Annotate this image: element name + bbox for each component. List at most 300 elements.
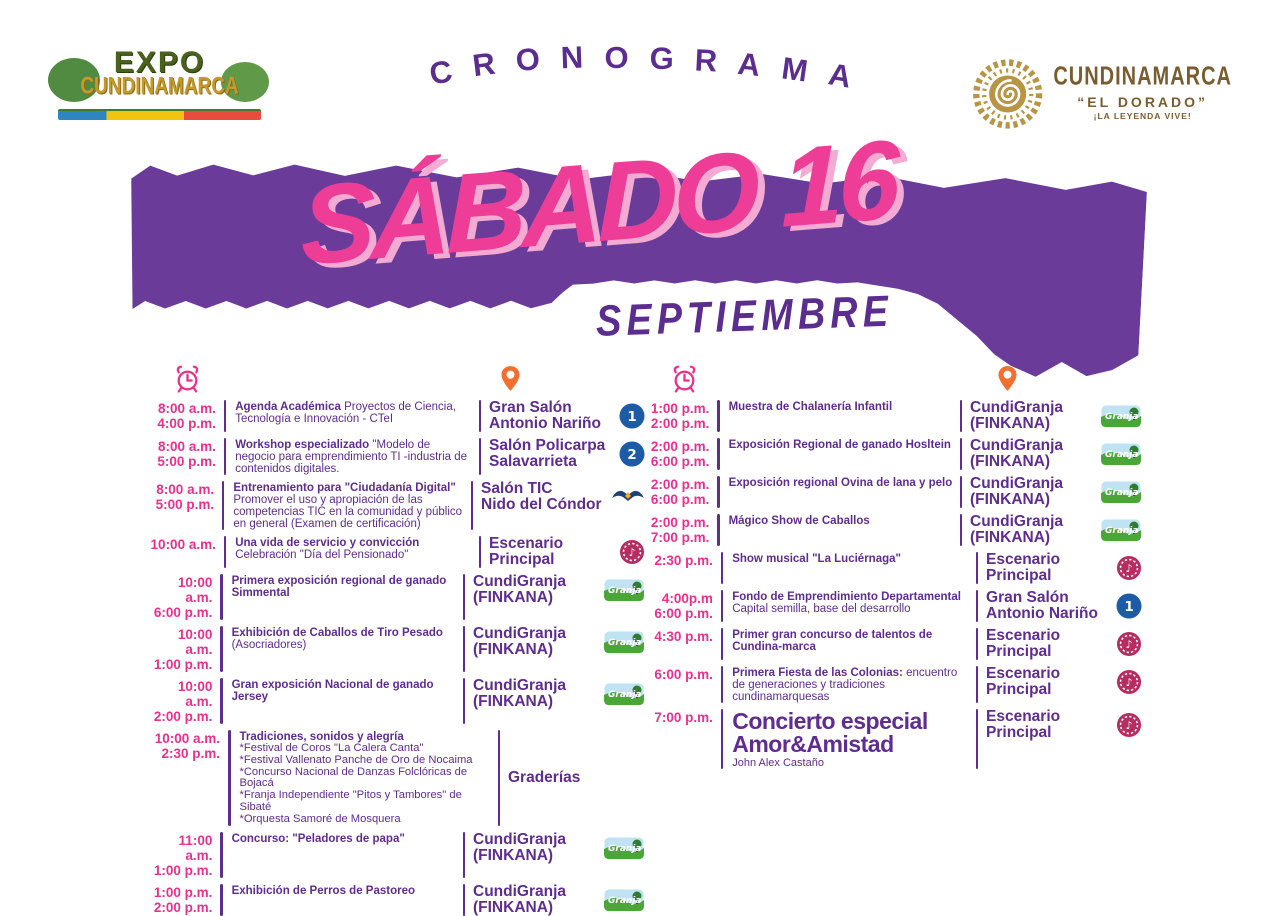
location-name [508, 770, 636, 786]
event-detail: (Asocriadores) [231, 639, 307, 651]
event-location [489, 536, 645, 568]
location-divider [463, 832, 465, 878]
svg-text:1: 1 [627, 408, 637, 425]
column-left-rows [148, 400, 645, 916]
event-description [729, 438, 954, 451]
svg-text:Granja: Granja [1105, 526, 1139, 536]
location-divider [976, 666, 978, 703]
location-name [473, 626, 601, 658]
svg-text:♪: ♪ [1125, 563, 1133, 576]
event-row [645, 514, 1142, 546]
location-name-line: CundiGranja [970, 475, 1064, 492]
month-title: SEPTIEMBRE [595, 287, 894, 347]
event-title: Exhibición de Perros de Pastoreo [231, 884, 415, 897]
time-divider [721, 666, 723, 703]
time-divider [224, 400, 226, 432]
event-title-large: Amor&Amistad [732, 731, 894, 757]
location-name-line: CundiGranja [970, 399, 1064, 416]
time-divider [721, 709, 723, 769]
svg-text:Granja: Granja [608, 638, 642, 648]
event-row [148, 400, 645, 432]
event-time [148, 884, 212, 915]
location-name-line: Antonio Nariño [489, 415, 601, 432]
location-name [473, 832, 601, 864]
event-row [148, 574, 645, 620]
badge-1-icon [1116, 593, 1142, 619]
time-start: 4:00p.m [661, 591, 713, 606]
event-description [240, 730, 492, 826]
event-location [986, 666, 1142, 698]
cronograma-letter: R [470, 45, 497, 84]
location-name-line: Salón TIC [481, 480, 553, 497]
escenario-icon [1116, 631, 1142, 657]
el-dorado-subtitle: “EL DORADO” [1077, 94, 1209, 111]
event-location [986, 590, 1142, 622]
location-name-line: (FINKANA) [473, 589, 554, 606]
cronograma-letter: G [649, 40, 675, 77]
event-title: Exposición regional Ovina de lana y pelo [728, 477, 953, 489]
event-row [148, 730, 645, 826]
event-item: *Orquesta Samoré de Mosquera [239, 812, 401, 825]
event-description [729, 400, 954, 413]
location-name [986, 709, 1114, 741]
event-location [489, 438, 645, 470]
event-location [473, 678, 645, 710]
event-time [148, 574, 212, 620]
time-start: 2:00 p.m. [650, 439, 710, 454]
svg-text:Granja: Granja [608, 895, 642, 906]
event-location [986, 552, 1142, 584]
event-description [732, 590, 969, 615]
location-name-line: (FINKANA) [970, 453, 1051, 470]
time-start: 7:00 p.m. [654, 710, 713, 725]
badge-1-icon [619, 403, 645, 429]
event-title: Workshop especializado [235, 439, 370, 451]
event-row [645, 400, 1142, 432]
time-divider [224, 438, 226, 475]
granja-icon [603, 888, 645, 912]
time-divider [220, 574, 222, 620]
event-time [148, 626, 212, 672]
location-name-line: Escenario [986, 665, 1061, 682]
location-name [970, 514, 1098, 546]
event-row [148, 481, 645, 530]
location-name-line: Escenario [986, 708, 1061, 725]
location-name-line: (FINKANA) [970, 529, 1051, 546]
location-divider [976, 628, 978, 660]
event-time [148, 400, 216, 431]
clock-icon [671, 364, 698, 400]
svg-text:Granja: Granja [1105, 488, 1139, 498]
event-row [645, 628, 1142, 660]
event-item: *Festival Vallenato Panche de Oro de Nocaima [239, 753, 473, 766]
time-divider [224, 536, 226, 568]
time-divider [717, 514, 719, 546]
event-detail: "Modelo de negocio para emprendimiento TI -industria de contenidos digitales. [235, 439, 468, 475]
event-time [645, 666, 713, 682]
day-title: SÁBADO 16 [300, 116, 896, 289]
location-name-line: (FINKANA) [473, 846, 554, 864]
escenario-icon [619, 539, 645, 565]
event-title-large: Concierto especial [732, 708, 928, 734]
svg-text:Granja: Granja [1105, 412, 1139, 422]
event-time [645, 552, 713, 568]
event-row [645, 666, 1142, 703]
time-divider [220, 678, 222, 724]
event-location [970, 476, 1142, 508]
location-name [970, 476, 1098, 508]
column-right [645, 364, 1142, 916]
location-divider [463, 574, 465, 620]
event-title: Fondo de Emprendimiento Departamental [732, 591, 961, 603]
time-end: 5:00 p.m. [157, 454, 216, 469]
event-item-list [240, 743, 492, 826]
column-right-header [645, 364, 1142, 400]
event-time [645, 514, 709, 545]
time-start: 10:00 a.m. [154, 731, 220, 746]
event-detail: Promover el uso y apropiación de las competencias TIC en la comunidad y público en general (Examen de certificación) [233, 494, 463, 530]
time-start: 10:00 a.m. [177, 679, 213, 709]
badge-2-icon [619, 441, 645, 467]
event-title: Primer gran concurso de talentos de Cundina-marca [732, 629, 933, 653]
event-location [473, 574, 645, 606]
event-description [729, 514, 954, 527]
location-name [481, 481, 609, 513]
time-end: 4:00 p.m. [157, 416, 216, 431]
event-title: Concurso: "Peladores de papa" [231, 832, 405, 845]
column-left [148, 364, 645, 916]
time-start: 8:00 a.m. [158, 401, 216, 416]
location-name [986, 552, 1114, 584]
event-row [645, 709, 1142, 769]
time-start: 1:00 p.m. [650, 401, 710, 416]
event-description [729, 476, 954, 489]
event-title: Muestra de Chalanería Infantil [728, 401, 893, 413]
location-pin-icon [997, 365, 1018, 397]
location-name-line: CundiGranja [473, 677, 567, 694]
time-end: 6:00 p.m. [654, 606, 713, 621]
location-divider [463, 884, 465, 916]
location-name [970, 438, 1098, 470]
svg-text:1: 1 [1124, 598, 1134, 615]
time-divider [220, 884, 222, 916]
granja-icon [1100, 404, 1142, 428]
location-name-line: Principal [986, 724, 1052, 741]
schedule [0, 364, 1280, 916]
location-name-line: Gran Salón [986, 589, 1069, 606]
granja-icon [1100, 518, 1142, 542]
location-name-line: Nido del Cóndor [481, 496, 602, 513]
event-location [473, 832, 645, 864]
location-pin-icon [500, 365, 521, 397]
event-item: *Festival de Coros "La Calera Canta" [239, 742, 424, 754]
event-description [732, 552, 969, 565]
time-start: 8:00 a.m. [158, 439, 216, 454]
el-dorado-tagline: ¡LA LEYENDA VIVE! [1093, 110, 1192, 121]
cronograma-letter: N [560, 39, 585, 76]
event-location [970, 438, 1142, 470]
location-name-line: (FINKANA) [473, 693, 554, 710]
location-divider [463, 626, 465, 672]
location-name-line: CundiGranja [473, 625, 567, 642]
location-name-line: (FINKANA) [970, 491, 1051, 508]
location-name-line: Principal [986, 643, 1052, 660]
el-dorado-text [1053, 62, 1232, 121]
event-row [148, 832, 645, 878]
svg-text:♪: ♪ [1125, 720, 1133, 733]
event-title: Exposición Regional de ganado Hosltein [728, 439, 951, 451]
event-description [233, 481, 464, 530]
location-divider [960, 514, 962, 546]
event-subtitle: John Alex Castaño [732, 757, 824, 769]
column-left-header [148, 364, 645, 400]
location-divider [976, 709, 978, 769]
event-row [148, 536, 645, 568]
location-name-line: CundiGranja [473, 882, 567, 900]
expo-logo-word-expo: EXPO [113, 46, 206, 79]
event-description [232, 832, 457, 845]
event-detail: Celebración "Día del Pensionado" [235, 549, 409, 561]
time-divider [717, 438, 719, 470]
svg-text:♪: ♪ [1125, 639, 1133, 652]
location-divider [463, 678, 465, 724]
event-time [645, 590, 713, 621]
time-start: 2:00 p.m. [650, 515, 710, 530]
location-divider [479, 536, 481, 568]
escenario-icon [1116, 669, 1142, 695]
location-name-line: Principal [986, 567, 1052, 584]
event-time [148, 536, 216, 552]
location-name-line: (FINKANA) [473, 641, 554, 658]
event-time [148, 438, 216, 469]
event-location [473, 884, 645, 916]
column-right-rows [645, 400, 1142, 769]
location-name-line: CundiGranja [473, 573, 567, 590]
el-dorado-logo [972, 44, 1232, 144]
event-row [148, 884, 645, 916]
location-name-line: CundiGranja [473, 830, 567, 848]
time-end: 2:00 p.m. [153, 709, 213, 724]
location-name [489, 536, 617, 568]
svg-text:Granja: Granja [608, 843, 642, 854]
event-title: Gran exposición Nacional de ganado Jersey [231, 679, 434, 703]
event-description [235, 438, 472, 475]
event-row [645, 438, 1142, 470]
event-title: Agenda Académica [235, 401, 341, 413]
event-location [489, 400, 645, 432]
location-name [970, 400, 1098, 432]
event-location [986, 709, 1142, 741]
location-name-line: Salavarrieta [489, 453, 577, 470]
event-location [473, 626, 645, 658]
cronograma-letter: C [426, 53, 455, 92]
location-name-line: Graderías [508, 768, 581, 786]
time-end: 6:00 p.m. [650, 492, 710, 507]
cronograma-title [419, 39, 862, 95]
cronograma-letter: O [604, 40, 629, 75]
time-start: 11:00 a.m. [178, 832, 213, 863]
event-description [732, 666, 969, 703]
expo-logo-flag-bar [58, 109, 261, 120]
time-end: 2:30 p.m. [161, 746, 220, 761]
svg-text:Granja: Granja [1105, 450, 1139, 460]
svg-text:Granja: Granja [608, 586, 642, 596]
location-name-line: Escenario [489, 535, 564, 552]
time-start: 8:00 a.m. [156, 482, 215, 497]
event-title: Primera Fiesta de las Colonias: [732, 667, 903, 679]
time-divider [228, 730, 231, 826]
event-description [232, 884, 457, 897]
event-row [148, 438, 645, 475]
event-row [645, 552, 1142, 584]
condor-icon [611, 487, 645, 507]
event-row [148, 626, 645, 672]
event-time [645, 476, 709, 507]
event-item: *Franja Independiente "Pitos y Tambores" de Sibaté [239, 789, 462, 813]
location-name [986, 666, 1114, 698]
event-location [986, 628, 1142, 660]
location-divider [498, 730, 501, 826]
location-name [986, 628, 1114, 660]
time-divider [222, 481, 224, 530]
sun-spiral-icon [972, 46, 1043, 142]
event-time [148, 730, 220, 761]
event-item: *Concurso Nacional de Danzas Folclóricas de Bojacá [239, 765, 468, 790]
event-location [481, 481, 645, 513]
location-divider [976, 552, 978, 584]
time-end: 5:00 p.m. [155, 497, 215, 512]
event-description [235, 400, 472, 425]
event-row [148, 678, 645, 724]
event-time [148, 832, 212, 878]
time-divider [717, 400, 719, 432]
escenario-icon [1116, 712, 1142, 738]
location-name [473, 884, 601, 916]
time-divider [220, 626, 222, 672]
location-name [473, 678, 601, 710]
time-end: 6:00 p.m. [650, 454, 710, 469]
location-name-line: Salón Policarpa [489, 437, 606, 454]
location-name-line: CundiGranja [970, 437, 1064, 454]
location-name-line: Principal [489, 551, 555, 568]
time-start: 10:00 a.m. [150, 537, 216, 552]
cronograma-letter: M [779, 50, 810, 89]
time-start: 2:00 p.m. [650, 477, 710, 492]
location-name [986, 590, 1114, 622]
event-title: Primera exposición regional de ganado Simmental [231, 575, 447, 599]
event-title: Entrenamiento para "Ciudadanía Digital" [233, 482, 456, 494]
time-start: 6:00 p.m. [654, 667, 713, 682]
location-name [489, 438, 617, 470]
event-time [645, 628, 713, 644]
event-time [645, 400, 709, 431]
event-title: Show musical "La Luciérnaga" [732, 553, 901, 565]
event-row [645, 590, 1142, 622]
location-divider [960, 476, 962, 508]
svg-text:♪: ♪ [1125, 677, 1133, 690]
granja-icon [1100, 442, 1142, 466]
event-time [148, 481, 214, 512]
time-start: 4:30 p.m. [654, 629, 713, 644]
cronograma-letter: O [514, 41, 542, 78]
event-title: Una vida de servicio y convicción [235, 537, 420, 549]
location-divider [471, 481, 473, 530]
location-name-line: Gran Salón [489, 399, 572, 416]
svg-text:2: 2 [627, 446, 637, 463]
event-time [645, 709, 713, 725]
location-name-line: Escenario [986, 551, 1061, 568]
granja-icon [1100, 480, 1142, 504]
location-name-line: Escenario [986, 627, 1061, 644]
time-divider [220, 832, 222, 878]
granja-icon [603, 578, 645, 602]
time-start: 10:00 a.m. [177, 627, 213, 657]
event-description [235, 536, 472, 561]
event-detail: Capital semilla, base del desarrollo [732, 603, 911, 615]
time-divider [721, 590, 723, 622]
event-time [148, 678, 212, 724]
time-start: 2:30 p.m. [654, 553, 713, 568]
time-start: 10:00 a.m. [177, 575, 213, 605]
event-description [232, 574, 457, 599]
clock-icon [174, 364, 201, 400]
escenario-icon [1116, 555, 1142, 581]
event-time [645, 438, 709, 469]
location-name-line: Principal [986, 681, 1052, 698]
event-row [645, 476, 1142, 508]
time-divider [721, 628, 723, 660]
expo-logo-word-cundinamarca: CUNDINAMARCA [80, 73, 239, 100]
location-name-line: (FINKANA) [970, 415, 1051, 432]
granja-icon [603, 836, 645, 860]
time-end: 7:00 p.m. [650, 530, 710, 545]
granja-icon [603, 630, 645, 654]
event-location [508, 730, 636, 826]
location-name-line: (FINKANA) [473, 898, 554, 916]
event-description [232, 626, 457, 651]
location-divider [960, 400, 962, 432]
svg-text:♪: ♪ [628, 547, 636, 560]
time-end: 1:00 p.m. [153, 657, 213, 672]
location-divider [479, 400, 481, 432]
location-divider [960, 438, 962, 470]
event-description [232, 678, 457, 703]
event-description [732, 709, 969, 769]
event-title: Exhibición de Caballos de Tiro Pesado [231, 627, 443, 639]
location-divider [976, 590, 978, 622]
time-end: 2:00 p.m. [153, 899, 213, 915]
time-end: 2:00 p.m. [650, 416, 710, 431]
event-title: Mágico Show de Caballos [728, 515, 870, 527]
event-location [970, 514, 1142, 546]
cronograma-letter: A [736, 45, 763, 84]
time-divider [717, 476, 719, 508]
location-name-line: Antonio Nariño [986, 605, 1098, 622]
cronograma-letter: R [693, 42, 719, 79]
time-start: 1:00 p.m. [153, 884, 213, 900]
cronograma-letter: A [825, 56, 854, 95]
event-title: Tradiciones, sonidos y alegría [239, 731, 404, 743]
time-end: 6:00 p.m. [153, 605, 213, 620]
location-name [473, 574, 601, 606]
granja-icon [603, 682, 645, 706]
event-description [732, 628, 969, 653]
location-divider [479, 438, 481, 475]
time-divider [721, 552, 723, 584]
svg-text:Granja: Granja [608, 690, 642, 700]
time-end: 1:00 p.m. [153, 862, 213, 878]
location-name [489, 400, 617, 432]
